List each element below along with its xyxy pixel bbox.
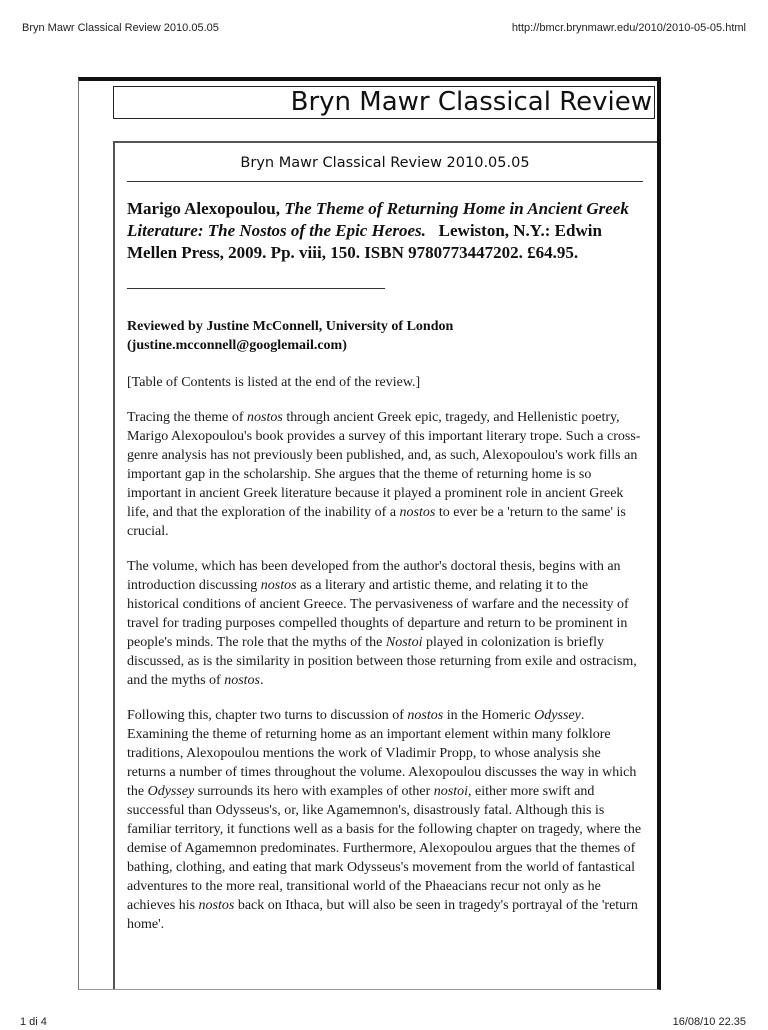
italic-term: Nostoi <box>385 635 423 650</box>
issue-line: Bryn Mawr Classical Review 2010.05.05 <box>240 155 530 171</box>
body-paragraph <box>127 408 643 541</box>
reviewer-block <box>127 317 643 355</box>
paragraph-text: . <box>260 673 264 688</box>
paragraph-text: surrounds its hero with examples of other <box>194 784 434 799</box>
paragraph-text: Tracing the theme of <box>127 410 248 425</box>
paragraph-text: back on Ithaca, but will also be seen in tragedy's portrayal of the 'return home'. <box>127 898 638 932</box>
italic-term: nostos <box>224 673 261 688</box>
italic-term: nostos <box>198 898 235 913</box>
review-content <box>127 143 643 934</box>
review-body <box>127 408 643 934</box>
toc-note: [Table of Contents is listed at the end of the review.] <box>127 375 421 390</box>
page-number: 1 di 4 <box>20 1016 47 1028</box>
paragraph-text: in the Homeric <box>443 708 535 723</box>
italic-term: nostos <box>247 410 283 425</box>
print-header <box>22 22 746 38</box>
print-header-title: Bryn Mawr Classical Review 2010.05.05 <box>22 22 219 34</box>
divider <box>127 181 643 182</box>
page-frame <box>78 77 661 990</box>
print-header-url[interactable]: http://bmcr.brynmawr.edu/2010/2010-05-05.html <box>511 22 746 34</box>
site-title[interactable]: Bryn Mawr Classical Review <box>290 87 652 117</box>
italic-term: nostos <box>399 505 436 520</box>
citation-title: The Theme of Returning Home in Ancient Greek Literature: The Nostos of the Epic Heroes. <box>127 199 629 240</box>
paragraph-text: , either more swift and successful than Odysseus's, or, like Agamemnon's, disastrously fatal. Although this is familiar territory, it functions well as a basis for the following chapter on tragedy, where the demise of Agamemnon predominates. Furthermore, Alexopoulou argues that the themes of bathing, clothing, and eating that mark Odysseus's movement from the world of fantastical adventures to the more real, transitional world of the Phaeacians recur not only as he achieves his <box>127 784 642 913</box>
print-datetime: 16/08/10 22.35 <box>672 1016 746 1028</box>
italic-term: Odyssey <box>534 708 581 723</box>
reviewer-email[interactable]: (justine.mcconnell@googlemail.com) <box>127 338 347 353</box>
reviewer-byline: Reviewed by Justine McConnell, University of London <box>127 319 454 334</box>
italic-term: nostos <box>260 578 297 593</box>
print-footer <box>20 1016 746 1030</box>
paragraph-text: played in colonization is briefly discussed, as is the similarity in position between those returning from exile and ostracism, and the myths of <box>127 635 637 688</box>
review-frame <box>113 141 657 990</box>
paragraph-text: to ever be a 'return to the same' is crucial. <box>127 505 626 539</box>
italic-term: nostos <box>407 708 444 723</box>
citation-author: Marigo Alexopoulou, <box>127 199 281 218</box>
paragraph-text: through ancient Greek epic, tragedy, and Hellenistic poetry, Marigo Alexopoulou's book provides a survey of this important literary trope. Such a cross-genre analysis has not previously been published, and, as such, Alexopoulou's work fills an important gap in the scholarship. She argues that the theme of returning home is so important in ancient Greek literature because it played a prominent role in ancient Greek life, and that the exploration of the inability of a <box>127 410 641 520</box>
site-banner <box>113 86 655 119</box>
divider-short <box>127 288 385 289</box>
italic-term: Odyssey <box>147 784 195 799</box>
paragraph-text: . Examining the theme of returning home as an important element within many folklore traditions, Alexopoulou mentions the work of Vladimir Propp, to whose analysis she returns a number of times throughout the volume. Alexopoulou discusses the way in which the <box>127 708 637 799</box>
paragraph-text: as a literary and artistic theme, and relating it to the historical conditions of ancient Greece. The pervasiveness of warfare and the necessity of travel for trading purposes compelled thoughts of departure and return to be prominent in people's minds. The role that the myths of the <box>127 578 629 650</box>
paragraph-text: Following this, chapter two turns to discussion of <box>127 708 408 723</box>
body-paragraph <box>127 557 643 690</box>
italic-term: nostoi <box>433 784 469 799</box>
body-paragraph <box>127 706 643 934</box>
citation-publisher: Lewiston, N.Y.: Edwin Mellen Press, 2009. Pp. viii, 150. ISBN 9780773447202. £64.95. <box>127 221 602 262</box>
book-citation <box>127 198 643 264</box>
paragraph-text: The volume, which has been developed from the author's doctoral thesis, begins with an introduction discussing <box>127 559 621 593</box>
